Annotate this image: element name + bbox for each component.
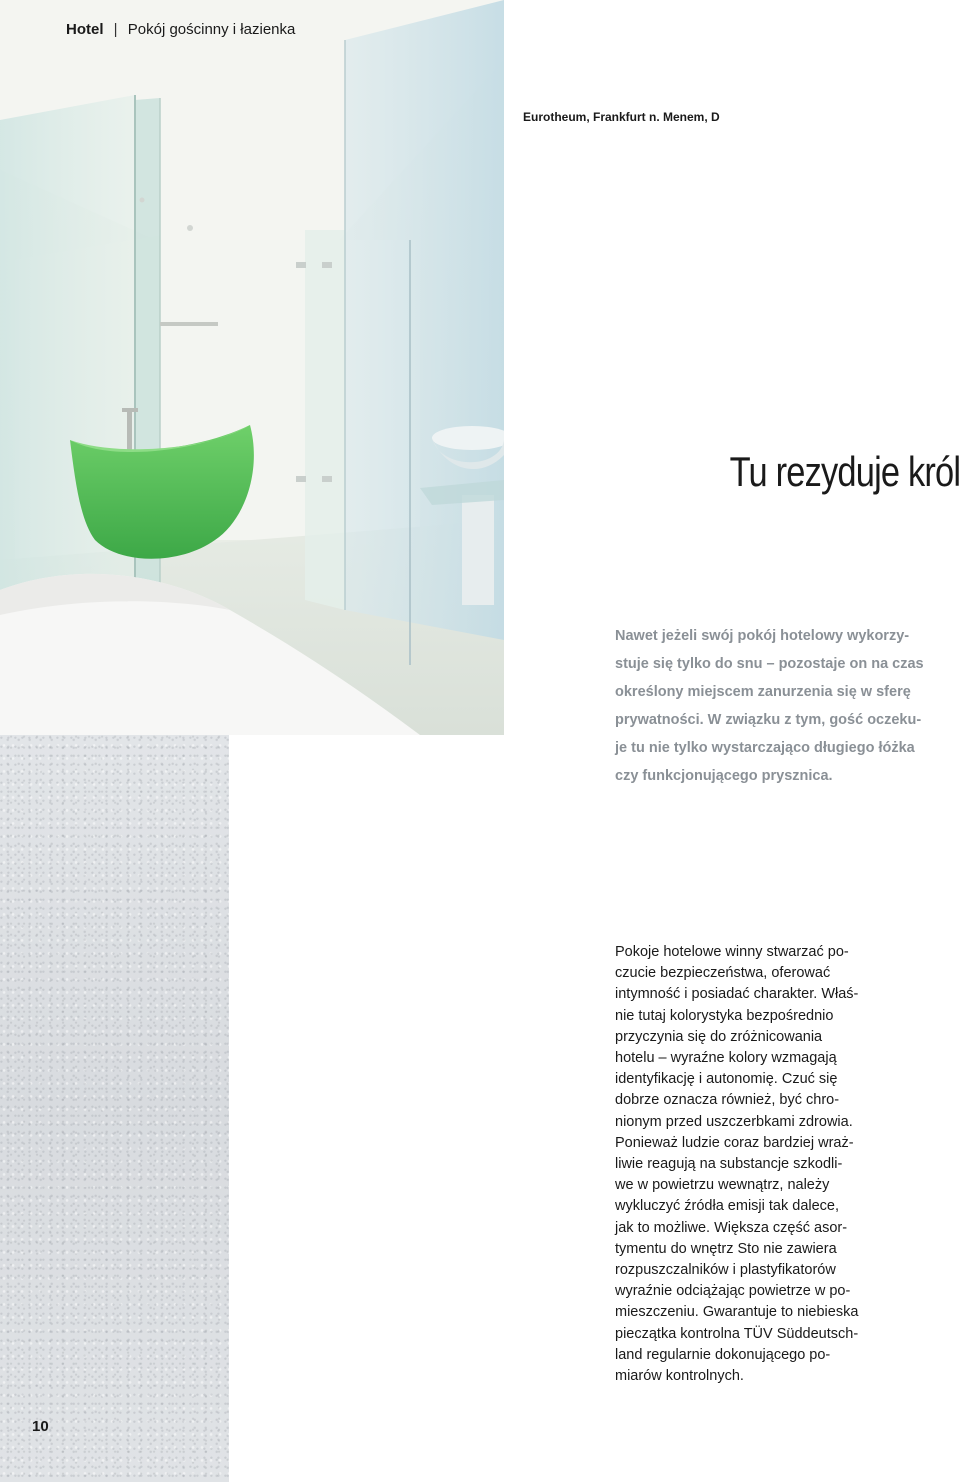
section-subtitle: Pokój gościnny i łazienka	[127, 21, 296, 38]
body-paragraph: Pokoje hotelowe winny stwarzać po- czucie bezpieczeństwa, oferować intymność i posiadać charakter. Właś- nie tutaj kolorystyka bezpośrednio przyczynia się do zróżnicowania hotelu – wyraźne kolory wzmagają identyfikację i autonomię. Czuć się dobrze oznacza również, być chro- nionym przed uszczerbkami zdrowia. Ponieważ ludzie coraz bardziej wraż- liwie reagują na substancje szkodli- we w powietrzu wewnątrz, należy wykluczyć źródła emisji tak dalece, jak to możliwe. Większa część asor- tymentu do wnętrz Sto nie zawiera rozpuszczalników i plastyfikatorów wyraźnie odciążając powietrze w po- mieszczeniu. Gwarantuje to niebieska pieczątka kontrolna TÜV Süddeutsch- land regularnie dokonującego po- miarów kontrolnych.	[615, 944, 859, 1385]
photo-caption: Eurotheum, Frankfurt n. Menem, D	[523, 110, 720, 124]
lead-paragraph: Nawet jeżeli swój pokój hotelowy wykorzy- stuje się tylko do snu – pozostaje on na czas określony miejscem zanurzenia się w sferę prywatności. W związku z tym, gość oczeku- je tu nie tylko wystarczająco długiego łóżka czy funkcjonującego prysznica.	[615, 628, 924, 784]
bathroom-photo	[0, 0, 504, 735]
page-header	[66, 21, 295, 38]
header-separator: |	[113, 21, 118, 38]
page-headline: Tu rezyduje król	[729, 448, 960, 495]
section-label: Hotel	[66, 21, 104, 38]
stone-texture	[0, 735, 229, 1482]
page-number: 10	[32, 1418, 49, 1435]
bathroom-illustration	[0, 0, 504, 735]
